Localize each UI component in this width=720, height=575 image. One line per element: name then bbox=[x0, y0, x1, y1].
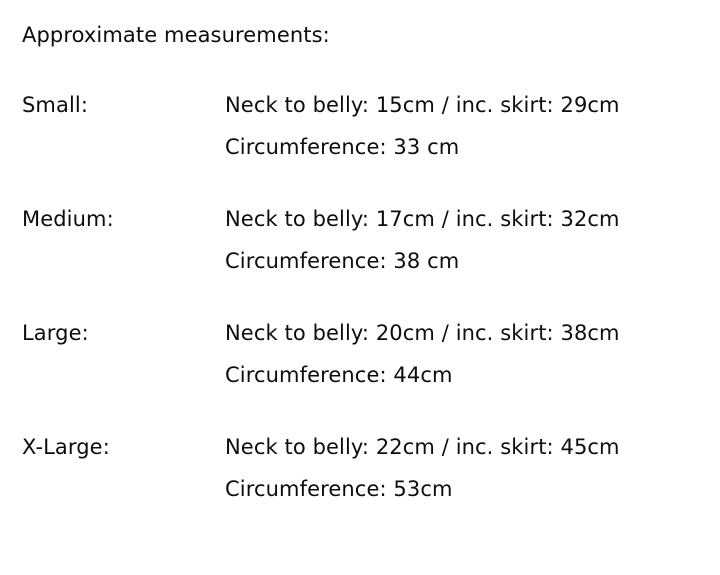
measurement-details bbox=[225, 90, 700, 162]
measurement-details bbox=[225, 204, 700, 276]
neck-to-belly-value: Neck to belly: 15cm / inc. skirt: 29cm bbox=[225, 93, 620, 118]
size-label-x-large: X-Large: bbox=[22, 435, 110, 460]
list-item bbox=[22, 432, 700, 504]
size-label-small: Small: bbox=[22, 93, 88, 118]
measurement-details bbox=[225, 318, 700, 390]
neck-to-belly-value: Neck to belly: 22cm / inc. skirt: 45cm bbox=[225, 435, 620, 460]
list-item bbox=[22, 318, 700, 390]
circumference-value: Circumference: 44cm bbox=[225, 363, 453, 388]
list-item bbox=[22, 90, 700, 162]
measurement-details bbox=[225, 432, 700, 504]
measurements-list bbox=[22, 90, 700, 504]
neck-to-belly-value: Neck to belly: 17cm / inc. skirt: 32cm bbox=[225, 207, 620, 232]
neck-to-belly-value: Neck to belly: 20cm / inc. skirt: 38cm bbox=[225, 321, 620, 346]
size-label-large: Large: bbox=[22, 321, 89, 346]
page-title: Approximate measurements: bbox=[22, 23, 330, 47]
size-label-medium: Medium: bbox=[22, 207, 114, 232]
list-item bbox=[22, 204, 700, 276]
circumference-value: Circumference: 33 cm bbox=[225, 135, 460, 160]
circumference-value: Circumference: 38 cm bbox=[225, 249, 460, 274]
circumference-value: Circumference: 53cm bbox=[225, 477, 453, 502]
